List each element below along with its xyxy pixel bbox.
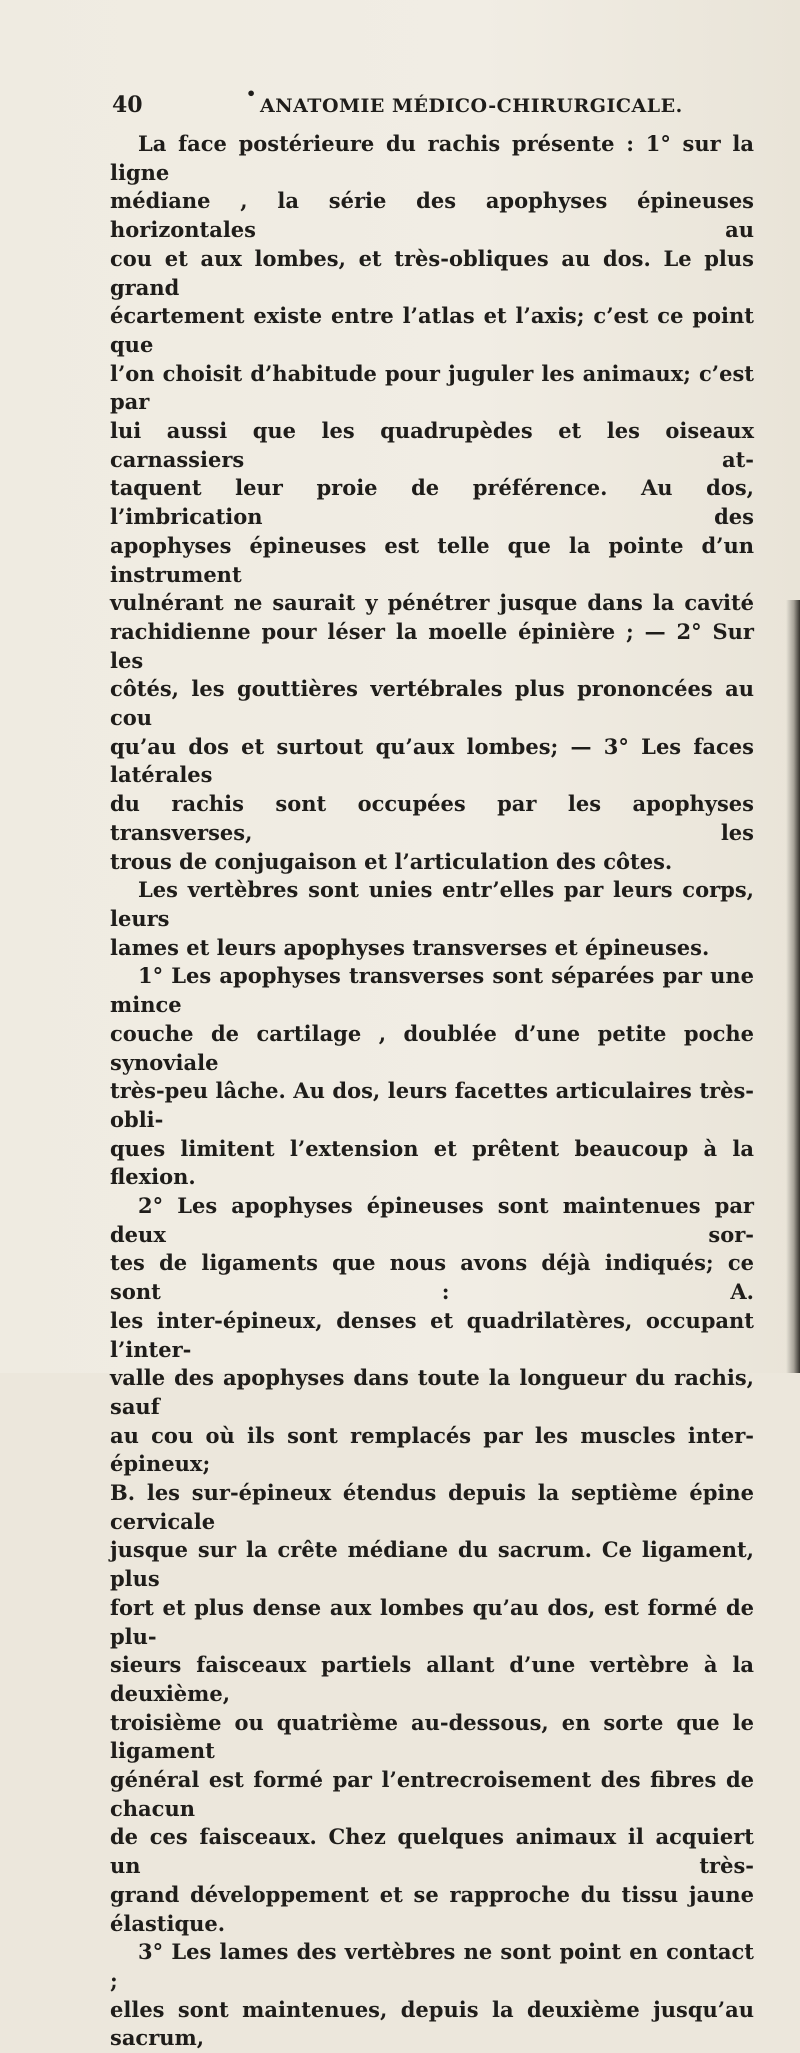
- text-line: Les vertèbres sont unies entr’elles par leurs corps, leurs: [110, 877, 754, 931]
- text-line: valle des apophyses dans toute la longueur du rachis, sauf: [110, 1365, 754, 1419]
- text-line: écartement existe entre l’atlas et l’axis; c’est ce point que: [110, 303, 754, 357]
- text-line: trous de conjugaison et l’articulation des côtes.: [110, 848, 673, 874]
- text-line: grand développement et se rapproche du tissu jaune élastique.: [110, 1881, 754, 1936]
- text-line: l’on choisit d’habitude pour juguler les animaux; c’est par: [110, 360, 754, 415]
- text-line: au cou où ils sont remplacés par les muscles inter-épineux;: [110, 1422, 754, 1477]
- text-line: La face postérieure du rachis présente : 1° sur la ligne: [110, 131, 754, 185]
- text-line: tes de ligaments que nous avons déjà indiqués; ce sont : A.: [110, 1250, 754, 1305]
- text-line: médiane , la série des apophyses épineuses horizontales au: [110, 188, 754, 243]
- text-line: 2° Les apophyses épineuses sont maintenues par deux sor-: [110, 1193, 754, 1247]
- text-line: cou et aux lombes, et très-obliques au dos. Le plus grand: [110, 245, 754, 300]
- text-line: lui aussi que les quadrupèdes et les oiseaux carnassiers at-: [110, 418, 754, 472]
- body-text: [110, 130, 754, 2053]
- text-line: B. les sur-épineux étendus depuis la septième épine cervicale: [110, 1480, 754, 1534]
- text-line: 3° Les lames des vertèbres ne sont point en contact ;: [110, 1939, 754, 1993]
- running-title: ANATOMIE MÉDICO-CHIRURGICALE.: [260, 95, 683, 117]
- ornament-mark: •: [246, 84, 257, 103]
- text-line: jusque sur la crête médiane du sacrum. Ce ligament, plus: [110, 1537, 754, 1592]
- text-line: vulnérant ne saurait y pénétrer jusque dans la cavité: [110, 590, 754, 616]
- text-line: sieurs faisceaux partiels allant d’une vertèbre à la deuxième,: [110, 1652, 754, 1706]
- text-line: elles sont maintenues, depuis la deuxième jusqu’au sacrum,: [110, 1996, 754, 2051]
- text-line: du rachis sont occupées par les apophyses transverses, les: [110, 791, 754, 845]
- text-line: les inter-épineux, denses et quadrilatères, occupant l’inter-: [110, 1307, 754, 1362]
- text-line: couche de cartilage , doublée d’une petite poche synoviale: [110, 1020, 754, 1075]
- text-line: côtés, les gouttières vertébrales plus prononcées au cou: [110, 676, 754, 731]
- page-header: [112, 84, 752, 122]
- text-line: fort et plus dense aux lombes qu’au dos, est formé de plu-: [110, 1594, 754, 1649]
- text-line: troisième ou quatrième au-dessous, en sorte que le ligament: [110, 1709, 754, 1764]
- page-number: 40: [112, 92, 143, 118]
- text-line: qu’au dos et surtout qu’aux lombes; — 3° Les faces latérales: [110, 733, 754, 788]
- text-line: lames et leurs apophyses transverses et épineuses.: [110, 934, 710, 960]
- text-line: ques limitent l’extension et prêtent beaucoup à la flexion.: [110, 1135, 754, 1190]
- text-line: de ces faisceaux. Chez quelques animaux il acquiert un très-: [110, 1824, 754, 1879]
- text-line: général est formé par l’entrecroisement des fibres de chacun: [110, 1767, 754, 1821]
- text-line: rachidienne pour léser la moelle épinière ; — 2° Sur les: [110, 618, 754, 673]
- text-line: très-peu lâche. Au dos, leurs facettes articulaires très-obli-: [110, 1078, 754, 1132]
- text-line: taquent leur proie de préférence. Au dos, l’imbrication des: [110, 475, 754, 530]
- text-line: 1° Les apophyses transverses sont séparées par une mince: [110, 963, 754, 1018]
- page-edge-shadow: [786, 600, 800, 1373]
- text-line: apophyses épineuses est telle que la pointe d’un instrument: [110, 532, 754, 587]
